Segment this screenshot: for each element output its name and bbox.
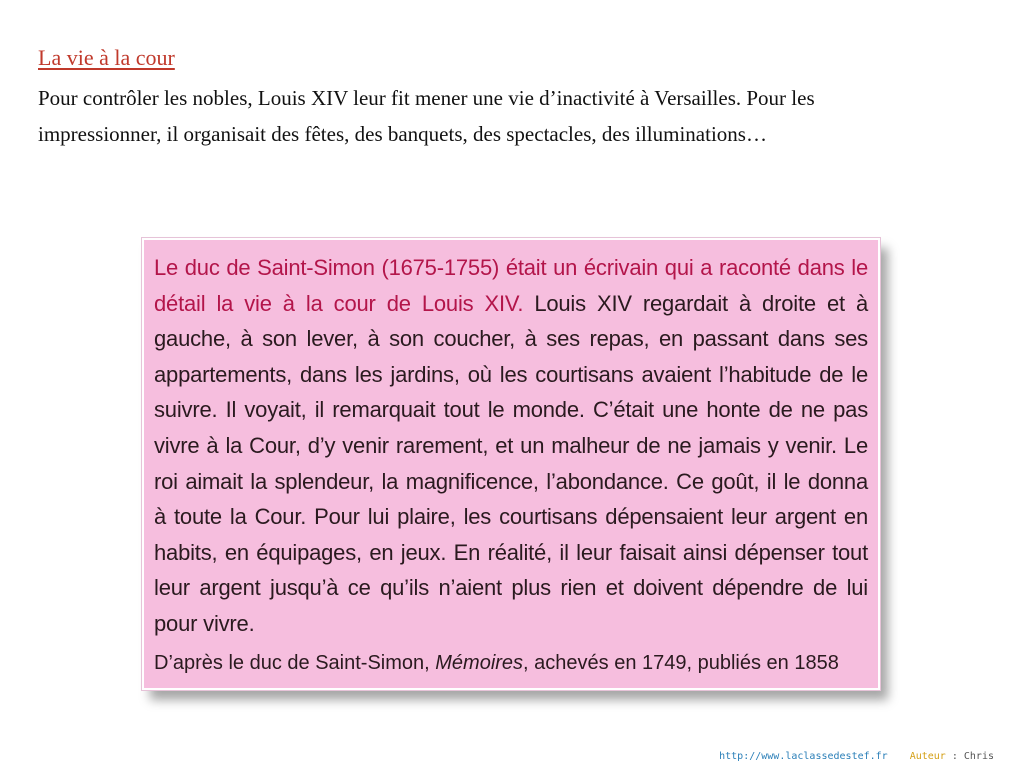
quote-source-prefix: D’après le duc de Saint-Simon, [154,651,436,674]
quote-intro-highlight: Le duc de Saint-Simon (1675-1755) était un écrivain qui a raconté dans le détail la vie à la cour de Louis XIV. [154,255,868,316]
intro-line-1: Pour contrôler les nobles, Louis XIV leur fit mener une vie d’inactivité à Versailles. Pour les [38,86,815,110]
footer-author-label: Auteur [909,751,946,762]
quote-text [154,250,868,642]
slide-title: La vie à la cour [38,45,175,70]
footer-separator: : [945,751,964,762]
quote-body: Louis XIV regardait à droite et à gauche, à son lever, à son coucher, à ses repas, en passant dans ses appartements, dans les jardins, où les courtisans avaient l’habitude de le suivre. Il voyait, il remarquait tout le monde. C’était une honte de ne pas vivre à la Cour, d’y venir rarement, et un malheur de ne jamais y venir. Le roi aimait la splendeur, la magnificence, l’abondance. Ce goût, il le donna à toute la Cour. Pour lui plaire, les courtisans dépensaient leur argent en habits, en équipages, en jeux. En réalité, il leur faisait ainsi dépenser tout leur argent jusqu’à ce qu’ils n’aient plus rien et doivent dépendre de lui pour vivre. [154,290,868,636]
intro-line-2: impressionner, il organisait des fêtes, des banquets, des spectacles, des illuminations… [38,122,767,146]
quote-box [142,238,880,690]
quote-source [154,650,868,676]
quote-source-title: Mémoires [435,651,524,674]
quote-source-suffix: , achevés en 1749, publiés en 1858 [523,651,839,674]
footer-author: Chris [963,751,994,762]
footer-url-link[interactable]: http://www.laclassedestef.fr [719,751,888,762]
footer [719,750,994,764]
intro-text [38,80,938,152]
